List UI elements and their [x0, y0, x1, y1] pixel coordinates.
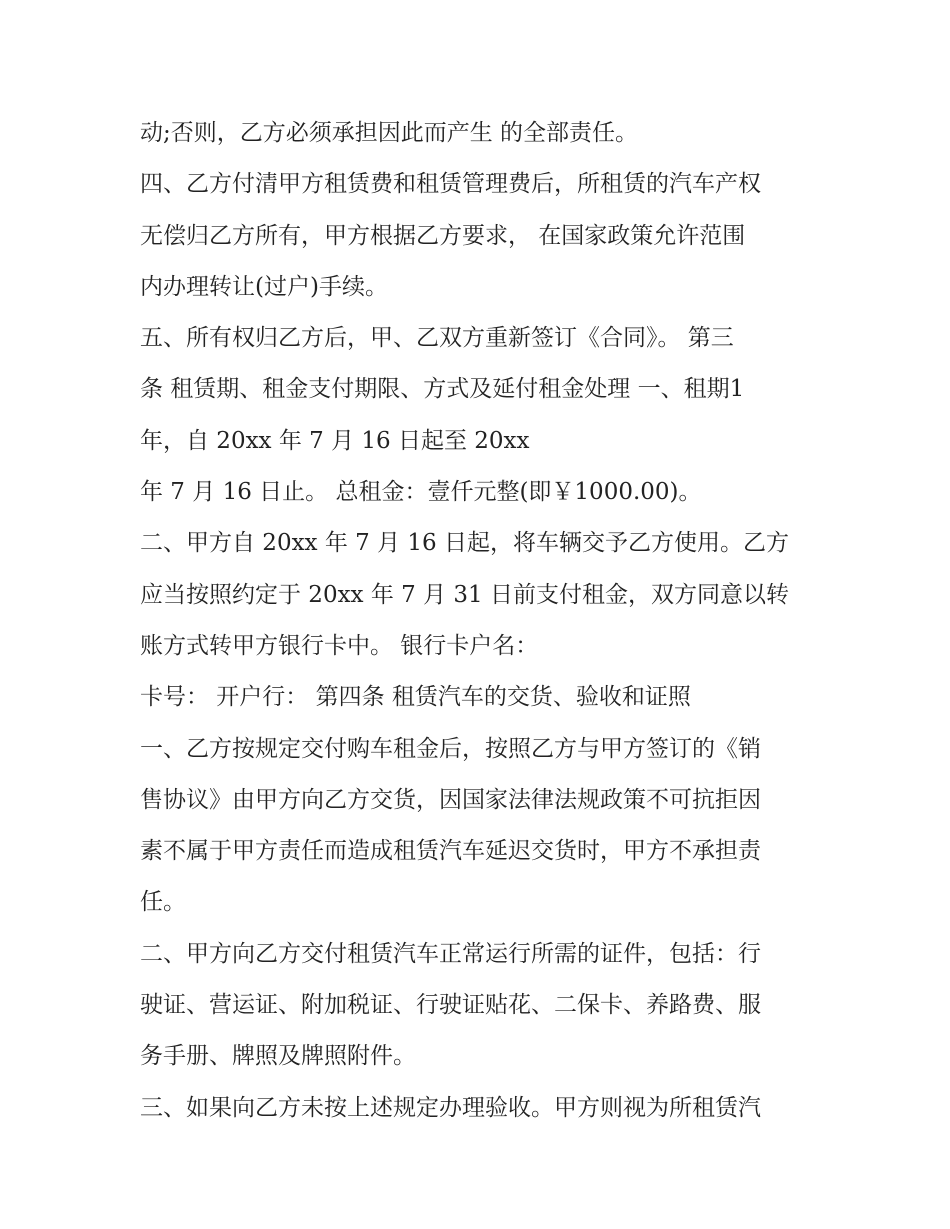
text-line-15: 素不属于甲方责任而造成租赁汽车延迟交货时，甲方不承担责 [140, 838, 761, 865]
contract-text [140, 108, 830, 1134]
text-line-2: 四、乙方付清甲方租赁费和租赁管理费后，所租赁的汽车产权 [140, 171, 761, 198]
text-line-5: 五、所有权归乙方后，甲、乙双方重新签订《合同》。 第三 [140, 325, 734, 352]
text-line-9: 二、甲方自 20xx 年 7 月 16 日起，将车辆交予乙方使用。乙方 [140, 530, 789, 557]
text-line-1: 动;否则，乙方必须承担因此而产生 的全部责任。 [140, 120, 639, 146]
text-line-4: 内办理转让(过户)手续。 [140, 273, 388, 300]
text-line-18: 驶证、营运证、附加税证、行驶证贴花、二保卡、养路费、服 [140, 992, 761, 1019]
text-line-8: 年 7 月 16 日止。 总租金：壹仟元整(即￥1000.00)。 [140, 479, 702, 506]
text-line-3: 无偿归乙方所有，甲方根据乙方要求， 在国家政策允许范围 [140, 222, 746, 249]
text-line-14: 售协议》由甲方向乙方交货，因国家法律法规政策不可抗拒因 [140, 786, 761, 813]
text-line-12: 卡号： 开户行： 第四条 租赁汽车的交货、验收和证照 [140, 684, 691, 711]
text-line-7: 年，自 20xx 年 7 月 16 日起至 20xx [140, 427, 530, 454]
text-line-13: 一、乙方按规定交付购车租金后，按照乙方与甲方签订的《销 [140, 735, 761, 762]
text-line-20: 三、如果向乙方未按上述规定办理验收。甲方则视为所租赁汽 [140, 1094, 761, 1121]
text-line-16: 任。 [140, 889, 186, 916]
text-line-19: 务手册、牌照及牌照附件。 [140, 1043, 416, 1070]
text-line-17: 二、甲方向乙方交付租赁汽车正常运行所需的证件，包括：行 [140, 940, 761, 967]
text-line-11: 账方式转甲方银行卡中。 银行卡户名： [140, 632, 539, 659]
text-line-6: 条 租赁期、租金支付期限、方式及延付租金处理 一、租期1 [140, 376, 745, 403]
text-line-10: 应当按照约定于 20xx 年 7 月 31 日前支付租金，双方同意以转 [140, 581, 789, 608]
